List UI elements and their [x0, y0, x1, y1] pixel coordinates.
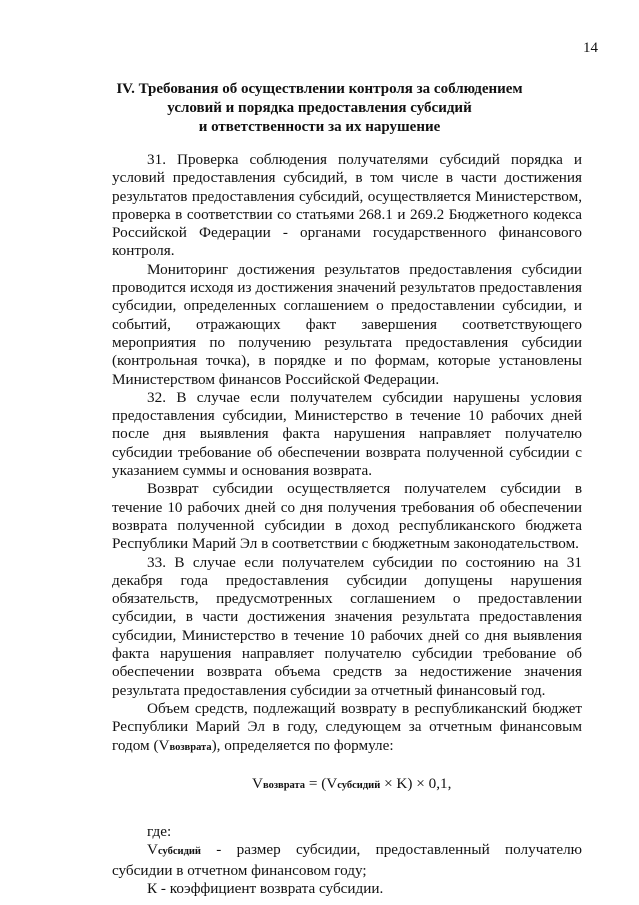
- formula-tail: × K) × 0,1,: [380, 774, 452, 792]
- paragraph-33-volume-text-b: ), определяется по формуле:: [211, 736, 394, 754]
- definition-v-subscript: субсидий: [157, 846, 201, 858]
- definition-v: V: [147, 841, 158, 859]
- definition-v-text: - размер субсидии, предоставленный получателю субсидии в отчетном финансовом году;: [112, 841, 582, 879]
- formula-middle: = (V: [305, 774, 338, 792]
- return-formula: [112, 775, 582, 795]
- formula-subscript-return: возврата: [262, 779, 306, 791]
- page-number: 14: [583, 40, 598, 56]
- paragraph-31-monitoring: Мониторинг достижения результатов предоставления субсидии проводится исходя из достижения значений результатов предоставления субсидии, определенных соглашением о предоставлении субсидии, и событий, отражающих факт завершения соответствующего мероприятия по получению результата предоставления субсидии (контрольная точка), в порядке и по формам, которые установлены Министерством финансов Российской Федерации.: [112, 260, 582, 388]
- section-heading: [60, 80, 579, 137]
- paragraph-31: 31. Проверка соблюдения получателями субсидий порядка и условий предоставления субсидий, в том числе в части достижения результатов предоставления субсидий, осуществляется Министерством, проверка в соответствии со статьями 268.1 и 269.2 Бюджетного кодекса Российской Федерации - органами государственного финансового контроля.: [112, 151, 582, 260]
- where-label: где:: [147, 823, 172, 841]
- document-body: [112, 151, 582, 898]
- heading-line-1: IV. Требования об осуществлении контроля за соблюдением: [116, 81, 523, 97]
- paragraph-33-volume: [112, 700, 582, 757]
- heading-line-3: и ответственности за их нарушение: [198, 119, 441, 135]
- paragraph-32: 32. В случае если получателем субсидии нарушены условия предоставления субсидии, Министерство в течение 10 рабочих дней после дня выявления факта нарушения направляет получателю субсидии требование об обеспечении возврата полученной субсидии с указанием суммы и основания возврата.: [112, 388, 582, 480]
- formula-v: V: [252, 774, 263, 792]
- paragraph-33: 33. В случае если получателем субсидии по состоянию на 31 декабря года предоставления субсидии допущены нарушения обязательств, предусмотренных соглашением о предоставлении субсидии, в части достижения значения результата предоставления субсидии, Министерство в течение 10 рабочих дней со дня выявления факта нарушения направляет получателю субсидии требование об обеспечении возврата объема средств за недостижение значения результата предоставления субсидии за отчетный финансовый год.: [112, 553, 582, 699]
- paragraph-33-volume-text-a: Объем средств, подлежащий возврату в республиканский бюджет Республики Марий Эл в году, следующем за отчетным финансовым годом (V: [112, 699, 582, 754]
- paragraph-33-volume-subscript: возврата: [169, 741, 212, 753]
- paragraph-32-return: Возврат субсидии осуществляется получателем субсидии в течение 10 рабочих дней со дня получения требования об обеспечении возврата полученной субсидии в доход республиканского бюджета Республики Марий Эл в соответствии с бюджетным законодательством.: [112, 480, 582, 553]
- definition-v-subsidy: [112, 841, 582, 880]
- definition-k: К - коэффициент возврата субсидии.: [147, 879, 384, 897]
- formula-subscript-subsidy: субсидий: [337, 779, 381, 791]
- heading-line-2: условий и порядка предоставления субсидий: [167, 100, 472, 116]
